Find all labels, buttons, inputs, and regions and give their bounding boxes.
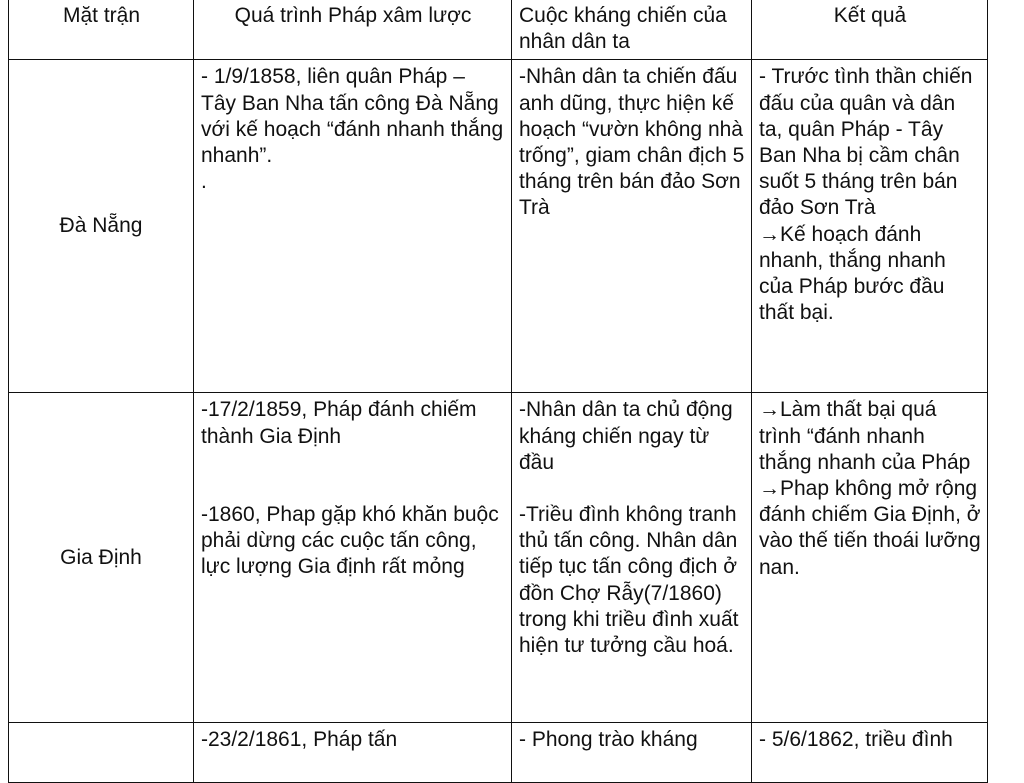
- cell-paragraph: - Trước tình thần chiến đấu của quân và dân ta, quân Pháp - Tây Ban Nha bị cầm chân suốt 5 tháng trên bán đảo Sơn Trà: [759, 65, 973, 220]
- header-front: Mặt trận: [9, 0, 194, 60]
- table-row: [9, 393, 988, 723]
- table-row: [9, 60, 988, 393]
- row-result-cell: [752, 60, 988, 393]
- row-resistance-cell: [512, 723, 752, 783]
- cell-paragraph: .: [201, 170, 207, 194]
- cell-paragraph: →Kế hoạch đánh nhanh, thắng nhanh của Pháp bước đầu thất bại.: [759, 222, 946, 325]
- row-front-label: [9, 723, 194, 783]
- cell-paragraph: - 5/6/1862, triều đình: [759, 728, 953, 752]
- row-invasion-cell: [194, 393, 512, 723]
- row-result-cell: [752, 393, 988, 723]
- row-resistance-cell: [512, 393, 752, 723]
- cell-paragraph: -Nhân dân ta chủ động kháng chiến ngay từ đầu: [519, 398, 733, 474]
- header-result: Kết quả: [752, 0, 988, 60]
- row-result-cell: [752, 723, 988, 783]
- row-invasion-cell: [194, 60, 512, 393]
- header-invasion: Quá trình Pháp xâm lược: [194, 0, 512, 60]
- cell-paragraph: →Phap không mở rộng đánh chiếm Gia Định, ở vào thế tiến thoái lưỡng nan.: [759, 477, 981, 579]
- row-invasion-cell: [194, 723, 512, 783]
- cell-paragraph: →Làm thất bại quá trình “đánh nhanh thắng nhanh của Pháp: [759, 398, 971, 474]
- table-header-row: [9, 0, 988, 60]
- row-front-label: Đà Nẵng: [9, 60, 194, 393]
- cell-paragraph: -Nhân dân ta chiến đấu anh dũng, thực hiện kế hoạch “vườn không nhà trống”, giam chân địch 5 tháng trên bán đảo Sơn Trà: [519, 65, 745, 220]
- cell-paragraph: -1860, Phap gặp khó khăn buộc phải dừng các cuộc tấn công, lực lượng Gia định rất mỏng: [201, 502, 499, 579]
- cell-paragraph: - Phong trào kháng: [519, 728, 698, 752]
- cell-paragraph: -Triều đình không tranh thủ tấn công. Nhân dân tiếp tục tấn công địch ở đồn Chợ Rẫy(7/1860) trong khi triều đình xuất hiện tư tưởng cầu hoá.: [519, 503, 739, 658]
- cell-paragraph: -17/2/1859, Pháp đánh chiếm thành Gia Định: [201, 398, 477, 448]
- row-resistance-cell: [512, 60, 752, 393]
- table-row: [9, 723, 988, 783]
- row-front-label: Gia Định: [9, 393, 194, 723]
- cell-paragraph: -23/2/1861, Pháp tấn: [201, 728, 398, 752]
- cell-paragraph: - 1/9/1858, liên quân Pháp – Tây Ban Nha tấn công Đà Nẵng với kế hoạch “đánh nhanh thắng nhanh”.: [201, 65, 504, 168]
- header-resistance: Cuộc kháng chiến của nhân dân ta: [512, 0, 752, 60]
- history-table: [8, 0, 988, 783]
